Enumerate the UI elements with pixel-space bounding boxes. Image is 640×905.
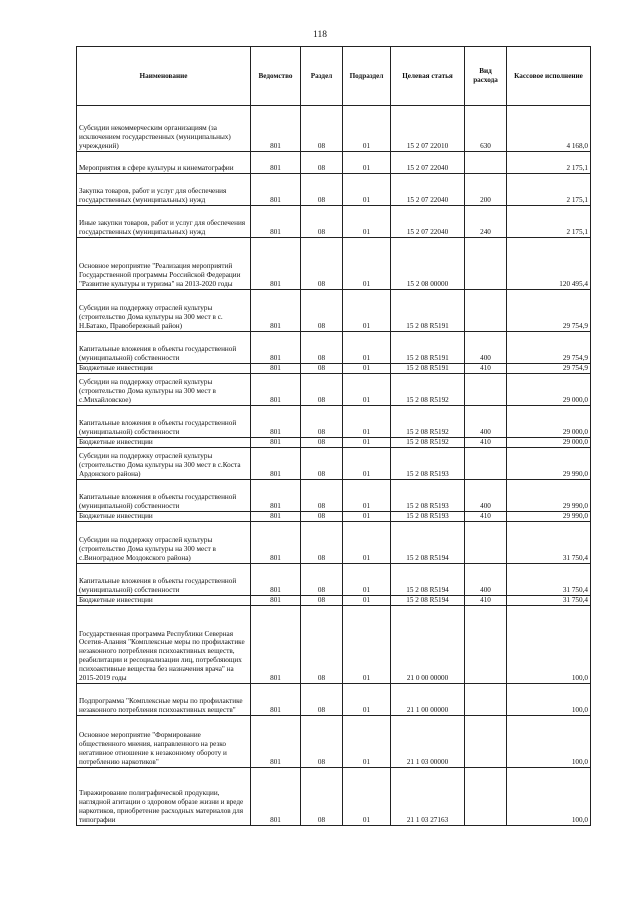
cell-subsection: 01	[343, 106, 391, 152]
cell-section: 08	[301, 564, 343, 596]
table-row	[77, 606, 591, 684]
cell-expense-type: 400	[465, 406, 507, 438]
cell-subsection: 01	[343, 512, 391, 522]
cell-department: 801	[251, 716, 301, 768]
cell-target-article: 15 2 08 R5192	[391, 374, 465, 406]
cell-expense-type	[465, 152, 507, 174]
table-row	[77, 206, 591, 238]
cell-name: Субсидии на поддержку отраслей культуры (строительство Дома культуры на 300 мест в с. Н.Батако, Правобережный район)	[77, 290, 251, 332]
table-row	[77, 684, 591, 716]
cell-section: 08	[301, 448, 343, 480]
cell-name: Бюджетные инвестиции	[77, 512, 251, 522]
cell-expense-type: 410	[465, 512, 507, 522]
cell-target-article: 21 0 00 00000	[391, 606, 465, 684]
cell-expense-type	[465, 768, 507, 826]
cell-section: 08	[301, 238, 343, 290]
cell-subsection: 01	[343, 716, 391, 768]
cell-section: 08	[301, 374, 343, 406]
cell-expense-type	[465, 290, 507, 332]
cell-target-article: 15 2 08 R5192	[391, 438, 465, 448]
cell-department: 801	[251, 106, 301, 152]
cell-target-article: 15 2 07 22040	[391, 174, 465, 206]
cell-name: Бюджетные инвестиции	[77, 364, 251, 374]
cell-section: 08	[301, 174, 343, 206]
cell-expense-type: 410	[465, 596, 507, 606]
table-body	[77, 106, 591, 826]
header-subsection: Подраздел	[343, 47, 391, 106]
cell-expense-type	[465, 716, 507, 768]
cell-cash-execution: 29 000,0	[507, 374, 591, 406]
cell-subsection: 01	[343, 564, 391, 596]
table-row	[77, 716, 591, 768]
table-row	[77, 106, 591, 152]
cell-section: 08	[301, 716, 343, 768]
table-row	[77, 768, 591, 826]
cell-expense-type	[465, 374, 507, 406]
table-row	[77, 152, 591, 174]
cell-department: 801	[251, 438, 301, 448]
cell-expense-type: 400	[465, 564, 507, 596]
cell-subsection: 01	[343, 238, 391, 290]
cell-section: 08	[301, 406, 343, 438]
cell-subsection: 01	[343, 206, 391, 238]
cell-department: 801	[251, 238, 301, 290]
table-row	[77, 332, 591, 364]
cell-cash-execution: 29 000,0	[507, 438, 591, 448]
cell-cash-execution: 31 750,4	[507, 564, 591, 596]
cell-expense-type: 630	[465, 106, 507, 152]
cell-cash-execution: 29 990,0	[507, 480, 591, 512]
header-cash-execution: Кассовое исполнение	[507, 47, 591, 106]
cell-department: 801	[251, 522, 301, 564]
cell-target-article: 15 2 08 R5194	[391, 522, 465, 564]
cell-cash-execution: 4 168,0	[507, 106, 591, 152]
cell-expense-type: 410	[465, 438, 507, 448]
table-row	[77, 174, 591, 206]
cell-subsection: 01	[343, 290, 391, 332]
cell-expense-type: 400	[465, 480, 507, 512]
cell-department: 801	[251, 152, 301, 174]
cell-department: 801	[251, 206, 301, 238]
cell-name: Основное мероприятие "Реализация мероприятий Государственной программы Российской Федерации "Развитие культуры и туризма" на 2013-2020 годы	[77, 238, 251, 290]
cell-section: 08	[301, 768, 343, 826]
header-row	[77, 47, 591, 106]
cell-department: 801	[251, 480, 301, 512]
cell-target-article: 15 2 07 22040	[391, 152, 465, 174]
cell-target-article: 15 2 08 R5194	[391, 564, 465, 596]
cell-target-article: 15 2 08 R5193	[391, 512, 465, 522]
cell-subsection: 01	[343, 332, 391, 364]
cell-cash-execution: 29 754,9	[507, 332, 591, 364]
cell-cash-execution: 31 750,4	[507, 596, 591, 606]
header-section: Раздел	[301, 47, 343, 106]
cell-subsection: 01	[343, 174, 391, 206]
cell-name: Бюджетные инвестиции	[77, 438, 251, 448]
cell-subsection: 01	[343, 606, 391, 684]
table-row	[77, 438, 591, 448]
cell-cash-execution: 31 750,4	[507, 522, 591, 564]
cell-department: 801	[251, 596, 301, 606]
cell-name: Капитальные вложения в объекты государственной (муниципальной) собственности	[77, 406, 251, 438]
cell-expense-type	[465, 238, 507, 290]
cell-section: 08	[301, 152, 343, 174]
cell-name: Подпрограмма "Комплексные меры по профилактике незаконного потребления психоактивных веществ"	[77, 684, 251, 716]
table-row	[77, 290, 591, 332]
cell-expense-type: 410	[465, 364, 507, 374]
cell-section: 08	[301, 512, 343, 522]
cell-expense-type	[465, 522, 507, 564]
cell-name: Капитальные вложения в объекты государственной (муниципальной) собственности	[77, 564, 251, 596]
cell-target-article: 15 2 07 22010	[391, 106, 465, 152]
cell-expense-type: 200	[465, 174, 507, 206]
cell-name: Субсидии на поддержку отраслей культуры (строительство Дома культуры на 300 мест в с.Михайловское)	[77, 374, 251, 406]
cell-cash-execution: 100,0	[507, 768, 591, 826]
table-row	[77, 238, 591, 290]
cell-section: 08	[301, 332, 343, 364]
table-row	[77, 564, 591, 596]
cell-cash-execution: 120 495,4	[507, 238, 591, 290]
cell-department: 801	[251, 768, 301, 826]
cell-subsection: 01	[343, 152, 391, 174]
cell-department: 801	[251, 564, 301, 596]
cell-cash-execution: 29 754,9	[507, 290, 591, 332]
cell-section: 08	[301, 684, 343, 716]
cell-target-article: 21 1 00 00000	[391, 684, 465, 716]
cell-name: Субсидии на поддержку отраслей культуры (строительство Дома культуры на 300 мест в с.Коста Ардонского района)	[77, 448, 251, 480]
header-target-article: Целевая статья	[391, 47, 465, 106]
cell-section: 08	[301, 290, 343, 332]
cell-cash-execution: 100,0	[507, 684, 591, 716]
cell-expense-type	[465, 448, 507, 480]
cell-name: Тиражирование полиграфической продукции, наглядной агитации о здоровом образе жизни и вреде наркотиков, приобретение расходных материалов для типографии	[77, 768, 251, 826]
cell-expense-type: 400	[465, 332, 507, 364]
cell-cash-execution: 2 175,1	[507, 174, 591, 206]
cell-name: Мероприятия в сфере культуры и кинематографии	[77, 152, 251, 174]
cell-name: Субсидии некоммерческим организациям (за исключением государственных (муниципальных) учреждений)	[77, 106, 251, 152]
cell-target-article: 15 2 08 R5191	[391, 290, 465, 332]
cell-department: 801	[251, 448, 301, 480]
cell-target-article: 15 2 08 R5192	[391, 406, 465, 438]
cell-target-article: 15 2 08 00000	[391, 238, 465, 290]
cell-name: Государственная программа Республики Северная Осетия-Алания "Комплексные меры по профилактике незаконного потребления психоактивных веществ, реабилитации и ресоциализации лиц, потребляющих психоактивные вещества без назначения врача" на 2015-2019 годы	[77, 606, 251, 684]
cell-department: 801	[251, 364, 301, 374]
cell-department: 801	[251, 512, 301, 522]
cell-name: Закупка товаров, работ и услуг для обеспечения государственных (муниципальных) нужд	[77, 174, 251, 206]
cell-cash-execution: 29 990,0	[507, 448, 591, 480]
cell-section: 08	[301, 438, 343, 448]
cell-target-article: 21 1 03 27163	[391, 768, 465, 826]
cell-department: 801	[251, 606, 301, 684]
page-number: 118	[313, 30, 327, 40]
cell-subsection: 01	[343, 596, 391, 606]
table-row	[77, 374, 591, 406]
header-department: Ведомство	[251, 47, 301, 106]
cell-section: 08	[301, 596, 343, 606]
cell-cash-execution: 29 990,0	[507, 512, 591, 522]
cell-name: Бюджетные инвестиции	[77, 596, 251, 606]
cell-cash-execution: 29 000,0	[507, 406, 591, 438]
cell-target-article: 15 2 08 R5193	[391, 480, 465, 512]
cell-cash-execution: 2 175,1	[507, 206, 591, 238]
table-row	[77, 522, 591, 564]
header-name: Наименование	[77, 47, 251, 106]
cell-department: 801	[251, 684, 301, 716]
cell-expense-type	[465, 684, 507, 716]
cell-name: Иные закупки товаров, работ и услуг для обеспечения государственных (муниципальных) нужд	[77, 206, 251, 238]
cell-subsection: 01	[343, 522, 391, 564]
cell-name: Основное мероприятие "Формирование общественного мнения, направленного на резко негативное отношение к незаконному обороту и потреблению наркотиков"	[77, 716, 251, 768]
cell-section: 08	[301, 606, 343, 684]
cell-subsection: 01	[343, 374, 391, 406]
cell-target-article: 15 2 08 R5191	[391, 332, 465, 364]
table-row	[77, 512, 591, 522]
cell-subsection: 01	[343, 480, 391, 512]
cell-subsection: 01	[343, 768, 391, 826]
cell-department: 801	[251, 332, 301, 364]
header-expense-type: Вид расхода	[465, 47, 507, 106]
cell-target-article: 15 2 08 R5193	[391, 448, 465, 480]
cell-section: 08	[301, 522, 343, 564]
cell-subsection: 01	[343, 406, 391, 438]
cell-cash-execution: 100,0	[507, 606, 591, 684]
cell-cash-execution: 100,0	[507, 716, 591, 768]
cell-section: 08	[301, 106, 343, 152]
table-row	[77, 364, 591, 374]
table-row	[77, 448, 591, 480]
cell-subsection: 01	[343, 364, 391, 374]
cell-subsection: 01	[343, 684, 391, 716]
cell-section: 08	[301, 364, 343, 374]
cell-department: 801	[251, 406, 301, 438]
cell-cash-execution: 2 175,1	[507, 152, 591, 174]
cell-department: 801	[251, 374, 301, 406]
cell-subsection: 01	[343, 448, 391, 480]
cell-expense-type: 240	[465, 206, 507, 238]
cell-name: Субсидии на поддержку отраслей культуры (строительство Дома культуры на 300 мест в с.Виноградное Моздокского района)	[77, 522, 251, 564]
cell-section: 08	[301, 206, 343, 238]
table-row	[77, 406, 591, 438]
cell-target-article: 15 2 08 R5194	[391, 596, 465, 606]
budget-table	[76, 46, 591, 826]
table-row	[77, 480, 591, 512]
cell-section: 08	[301, 480, 343, 512]
cell-expense-type	[465, 606, 507, 684]
cell-subsection: 01	[343, 438, 391, 448]
table-row	[77, 596, 591, 606]
cell-department: 801	[251, 290, 301, 332]
cell-cash-execution: 29 754,9	[507, 364, 591, 374]
cell-department: 801	[251, 174, 301, 206]
cell-name: Капитальные вложения в объекты государственной (муниципальной) собственности	[77, 480, 251, 512]
cell-target-article: 21 1 03 00000	[391, 716, 465, 768]
cell-target-article: 15 2 08 R5191	[391, 364, 465, 374]
cell-name: Капитальные вложения в объекты государственной (муниципальной) собственности	[77, 332, 251, 364]
cell-target-article: 15 2 07 22040	[391, 206, 465, 238]
